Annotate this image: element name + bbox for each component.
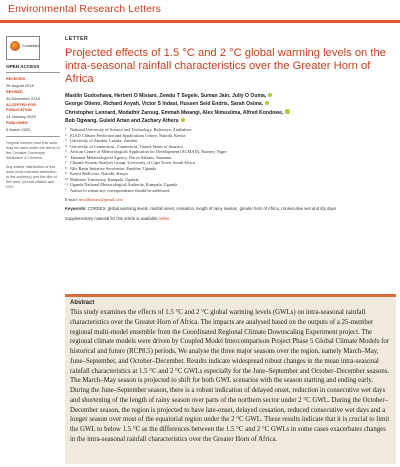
author-line [65, 117, 395, 125]
affiliation-item: 10 Makerere University, Kampala, Uganda [65, 176, 139, 182]
authors-line-3: Christopher Lennard, Modathir Zaroug, Emmah Mwangi, Alex Nimusiima, Alfred Kondowe, [65, 109, 284, 116]
affiliation-item: 8 Nile Basin Initiative Secretariat, Entebbe, Uganda [65, 165, 157, 171]
article-sidebar [6, 36, 60, 194]
accepted-label: ACCEPTED FOR PUBLICATION [6, 103, 36, 113]
abstract-heading: Abstract [70, 300, 95, 306]
affiliation-item: 1 National University of Science and Technology, Bulawayo, Zimbabwe [65, 127, 192, 133]
author-line [65, 109, 395, 117]
header-rule [0, 20, 400, 23]
keywords [65, 206, 395, 212]
open-access-label: OPEN ACCESS [6, 64, 60, 73]
abstract-text: This study examines the effects of 1.5 °C and 2 °C global warming levels (GWLs) on intra-seasonal rainfall characteristics over the Greater Horn of Africa. The impacts are analysed based on the outputs of a 25-member regional multi-model ensemble from the Coordinated Regional Climate Downscaling Experiment project. The regional climate models were driven by Coupled Model Intercomparison Project Phase 5 Global Climate Models for historical and future (RCP8.5) periods. We analyse the three major seasons over the region, namely March–May, June–September, and October–December. Results indicate widespread robust changes in the mean intra-seasonal rainfall characteristics at 1.5 °C and 2 °C GWLs especially for the June–September and October–December seasons. The March–May season is projected to shift for both GWL scenarios with the season starting and ending early. During the June–September season, there is a robust indication of delayed onset, reduction in consecutive wet days and shortening of the length of rainy season over parts of the northern sector under 2 °C GWL. During the October–December season, the region is projected to have late-onset, delayed cessation, reduced consecutive wet days and a longer season over most of the equatorial region under the 2 °C GWL. These results indicate that it is crucial to limit the GWL to below 1.5 °C as the differences between the 1.5 °C and 2 °C GWLs in some cases exacerbates changes in the intra-seasonal rainfall characteristics over the Greater Horn of Africa. [70, 309, 390, 443]
affiliation-item: 11 Uganda National Meteorological Authority, Kampala, Uganda [65, 182, 177, 188]
crossmark-logo[interactable] [6, 36, 40, 60]
orcid-icon[interactable] [181, 118, 185, 122]
article-title: Projected effects of 1.5 °C and 2 °C global warming levels on the intra-seasonal rainfall characteristics over the Greater Horn of Africa [65, 47, 386, 85]
keywords-label: Keywords: [65, 206, 87, 212]
supplementary-note [65, 216, 395, 221]
author-list [65, 92, 395, 125]
received-date: 26 August 2019 [6, 82, 34, 88]
affiliation-item: 7 Climate System Analysis Group, University of Cape Town, South Africa [65, 160, 195, 166]
email-link[interactable]: mwillmastra@gmail.com [78, 197, 123, 203]
supplementary-link[interactable]: online [158, 215, 170, 221]
license-note: Original content from this work may be used under the terms of the Creative Commons Attribution 4.0 licence. [6, 141, 60, 161]
author-line [65, 100, 395, 108]
authors-line-1: Masilin Gudoshava, Herbert O Misiani, Zewdu T Segele, Suman Jain, Jully O Ouma, [65, 93, 267, 99]
sidebar-divider [6, 136, 60, 137]
affiliation-item: 3 University of Zambia, Lusaka, Zambia [65, 138, 137, 144]
authors-line-2: George Otieno, Richard Anyah, Victor S Indasi, Hussen Seid Endris, Sarah Osima, [65, 101, 264, 108]
crossmark-label: CrossMark [22, 44, 40, 48]
supplementary-text: Supplementary material for this article is available [65, 215, 158, 221]
crossmark-icon [10, 41, 20, 51]
email-label: E-mail: [65, 197, 78, 203]
affiliation-item: 9 Kenya RedCross, Nairobi, Kenya [65, 171, 128, 177]
published-label: PUBLISHED [6, 121, 28, 126]
affiliation-list [65, 127, 395, 193]
journal-title[interactable]: Environmental Research Letters [8, 3, 161, 15]
affiliation-item: 4 University of Connecticut, Connecticut, United States of America [65, 143, 184, 149]
affiliation-item: * Author to whom any correspondence should be addressed. [65, 187, 171, 193]
keywords-text: CORDEX, global warming levels, rainfall onset, cessation, length of rainy season, greater horn of Africa, consecutive wet and dry days [87, 206, 336, 212]
distribution-note: Any further distribution of this work must maintain attribution to the author(s) and the title of the work, journal citation and DOI. [6, 165, 57, 190]
affiliation-item: 6 Tanzania Meteorological Agency, Dar es Salaam, Tanzania [65, 154, 172, 160]
abstract-box [65, 294, 396, 464]
article-header [65, 36, 395, 221]
article-type: LETTER [65, 36, 89, 42]
orcid-icon[interactable] [265, 101, 269, 105]
affiliation-item: 5 African Centre of Meteorological Application for Development (ACMAD), Niamey, Niger [65, 149, 227, 155]
author-line [65, 92, 395, 100]
email-line [65, 197, 395, 202]
received-label: RECEIVED [6, 77, 26, 82]
revised-date: 30 December 2019 [6, 95, 41, 101]
published-date: 5 March 2020 [6, 126, 31, 132]
accepted-date: 14 January 2020 [6, 113, 36, 119]
authors-line-4: Bob Ogwang, Guleid Artan and Zachary Atheru [65, 117, 179, 124]
affiliation-item: 2 IGAD Climate Prediction and Applications Centre, Nairobi, Kenya [65, 132, 186, 138]
revised-label: REVISED [6, 90, 23, 95]
orcid-icon[interactable] [268, 93, 272, 97]
orcid-icon[interactable] [285, 109, 289, 113]
